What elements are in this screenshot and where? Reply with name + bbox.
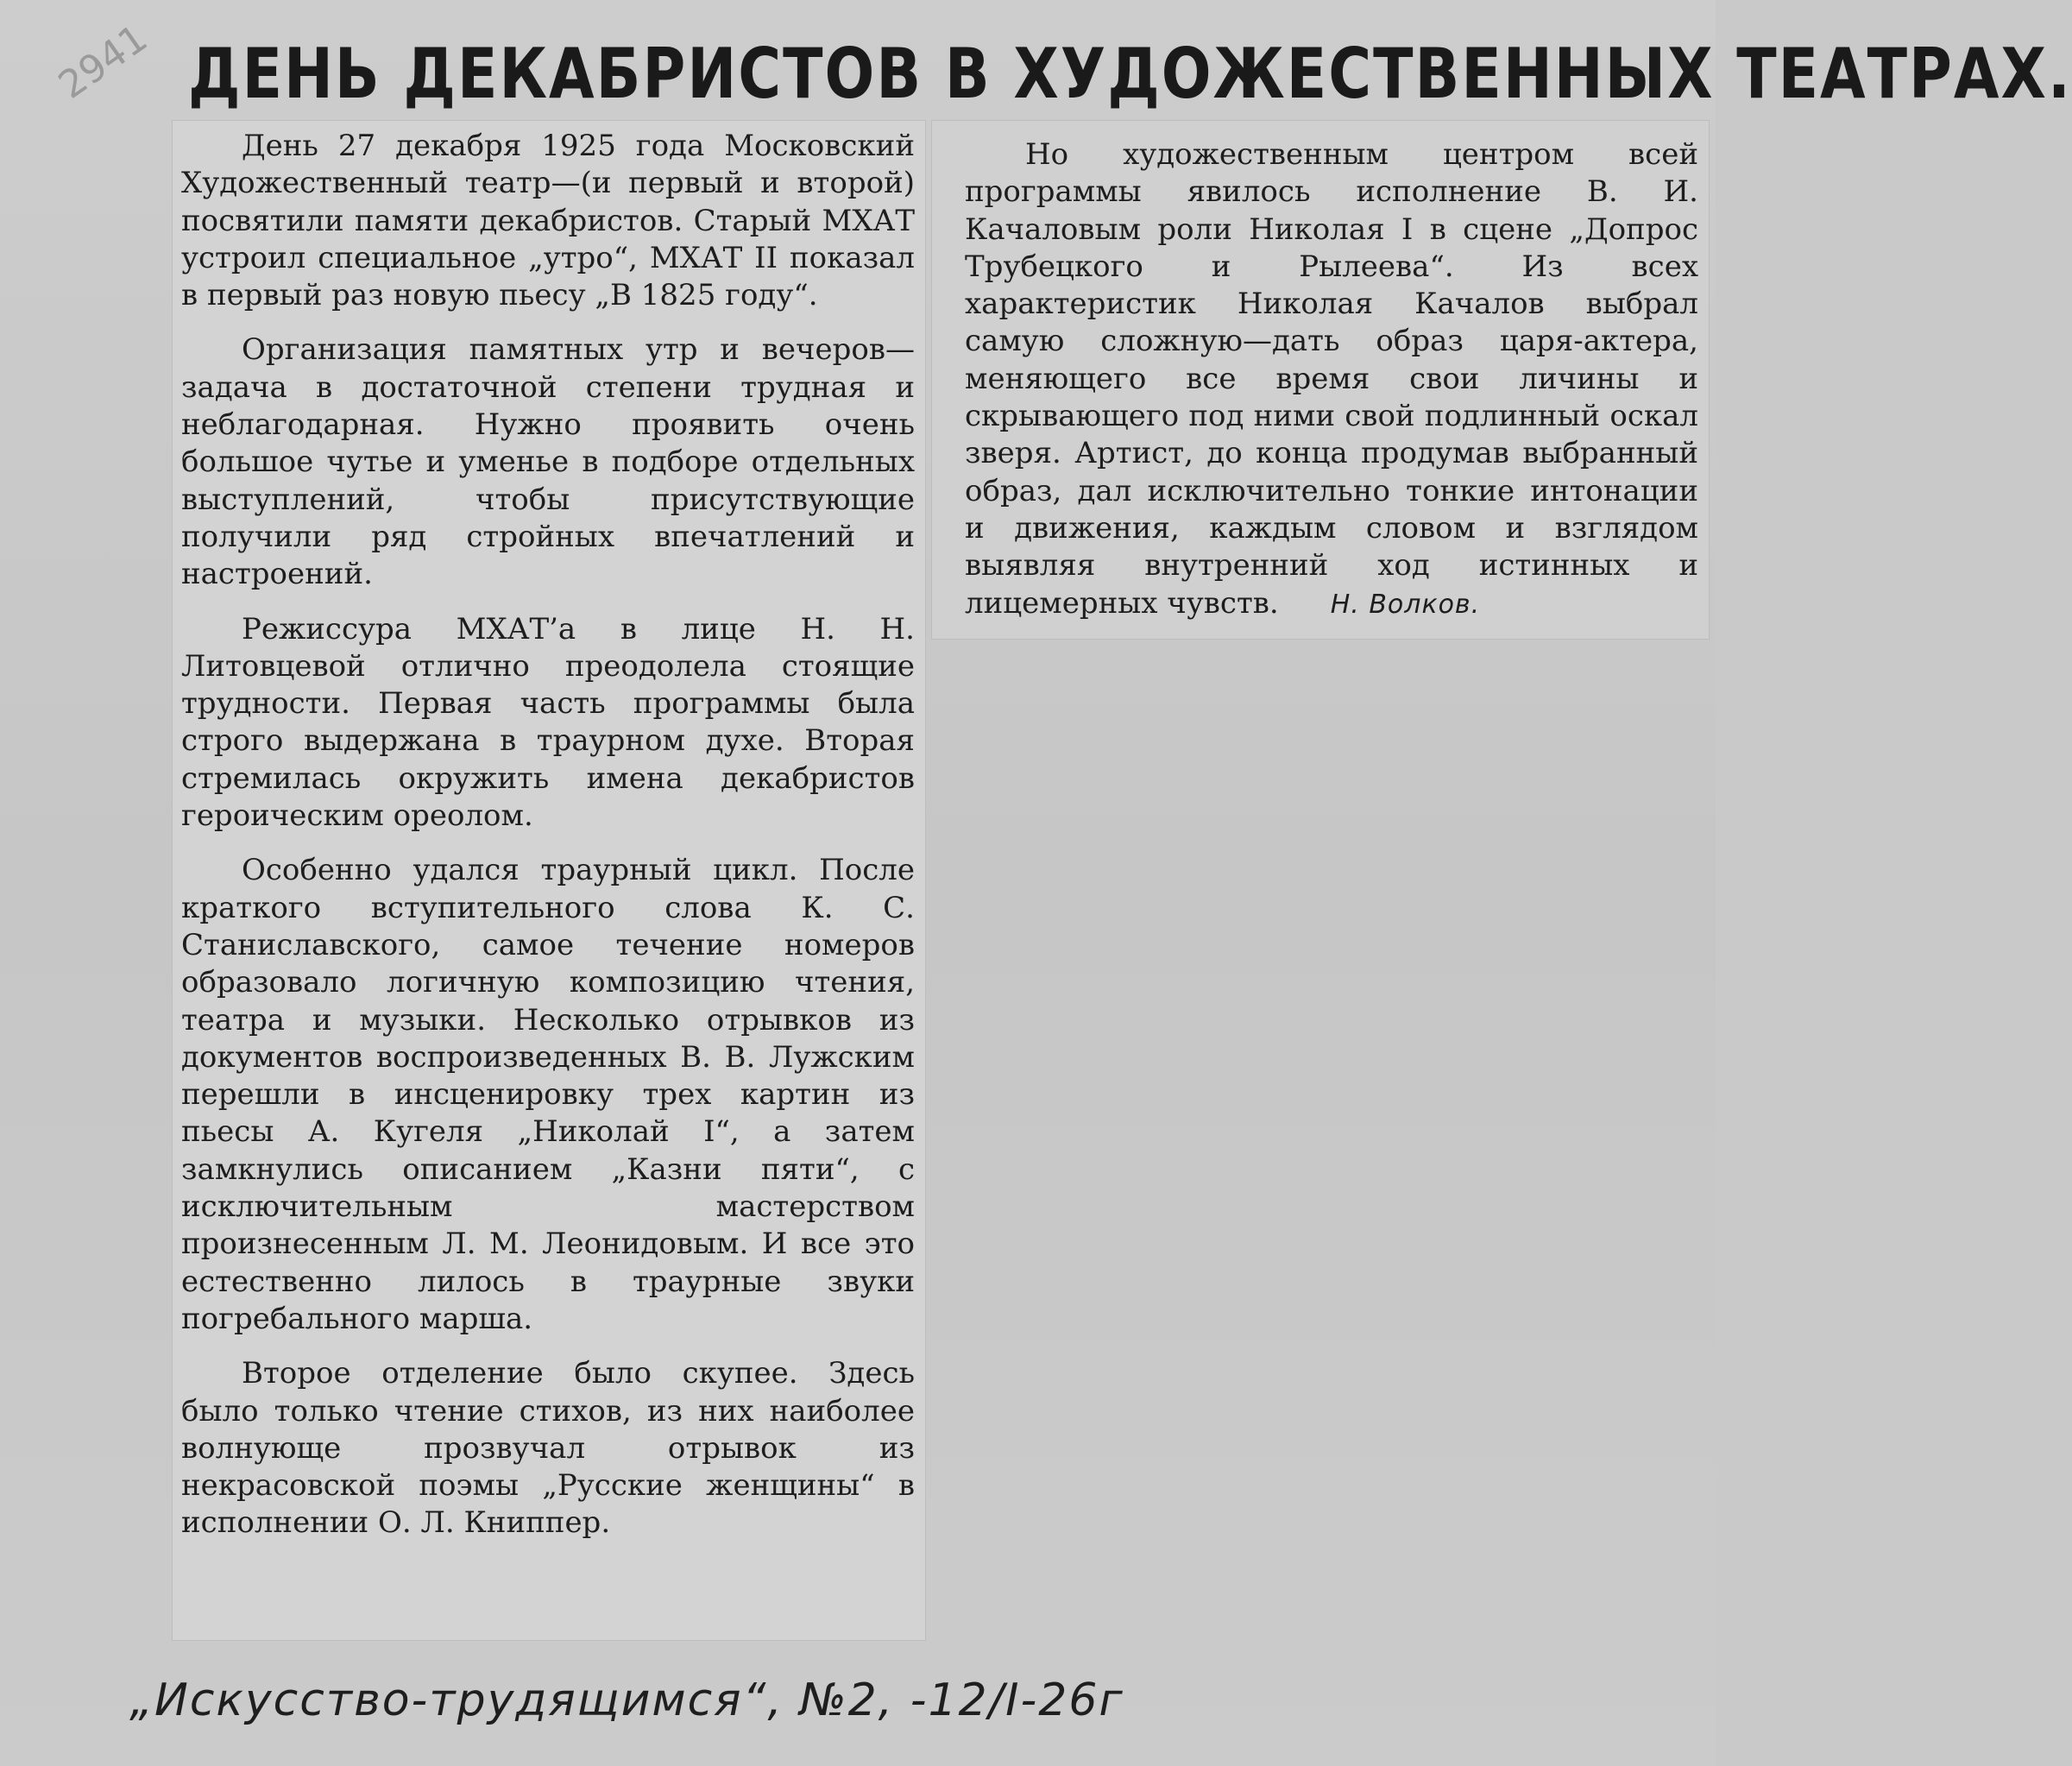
left-column bbox=[181, 128, 915, 1560]
paragraph-text: Но художественным центром всей программы явилось исполнение В. И. Качаловым роли Николая I в сцене „Допрос Трубецкого и Рылеева“. Из всех характеристик Николая Качалов выбрал самую сложную—дать образ царя-актера, меняющего все время свои личины и скрывающего под ними свой подлинный оскал зверя. Артист, до конца продумав выбранный образ, дал исключительно тонкие интонации и движения, каждым словом и взглядом выявляя внутренний ход истинных и лицемерных чувств. bbox=[965, 137, 1698, 621]
archive-pencil-mark: 2941 bbox=[50, 16, 155, 108]
handwritten-source-note: „Искусство-трудящимся“, №2, -12/I-26г bbox=[129, 1675, 1124, 1726]
paragraph: День 27 декабря 1925 года Московский Художественный театр—(и первый и второй) посвятили памяти декабристов. Старый МХАТ устроил специальное „утро“, МХАТ II показал в первый раз новую пьесу „В 1825 году“. bbox=[181, 129, 915, 313]
paragraph bbox=[965, 136, 1698, 623]
right-column bbox=[965, 136, 1698, 640]
author-signature: Н. Волков. bbox=[1330, 589, 1481, 620]
article-headline: ДЕНЬ ДЕКАБРИСТОВ В ХУДОЖЕСТВЕННЫХ ТЕАТРАХ. bbox=[188, 35, 2072, 116]
paragraph: Режиссура МХАТ’а в лице Н. Н. Литовцевой отлично преодолела стоящие трудности. Первая часть программы была строго выдержана в траурном духе. Вторая стремилась окружить имена декабристов героическим ореолом. bbox=[181, 611, 915, 834]
paragraph: Второе отделение было скупее. Здесь было только чтение стихов, из них наиболее волнующе прозвучал отрывок из некрасовской поэмы „Русские женщины“ в исполнении О. Л. Книппер. bbox=[181, 1356, 915, 1541]
paragraph: Организация памятных утр и вечеров—задача в достаточной степени трудная и неблагодарная. Нужно проявить очень большое чутье и уменье в подборе отдельных выступлений, чтобы присутствующие получили ряд стройных впечатлений и настроений. bbox=[181, 332, 915, 592]
paragraph: Особенно удался траурный цикл. После краткого вступительного слова К. С. Станиславского, самое течение номеров образовало логичную композицию чтения, театра и музыки. Несколько отрывков из документов воспроизведенных В. В. Лужским перешли в инсценировку трех картин из пьесы А. Кугеля „Николай I“, а затем замкнулись описанием „Казни пяти“, с исключительным мастерством произнесенным Л. М. Леонидовым. И все это естественно лилось в траурные звуки погребального марша. bbox=[181, 853, 915, 1336]
